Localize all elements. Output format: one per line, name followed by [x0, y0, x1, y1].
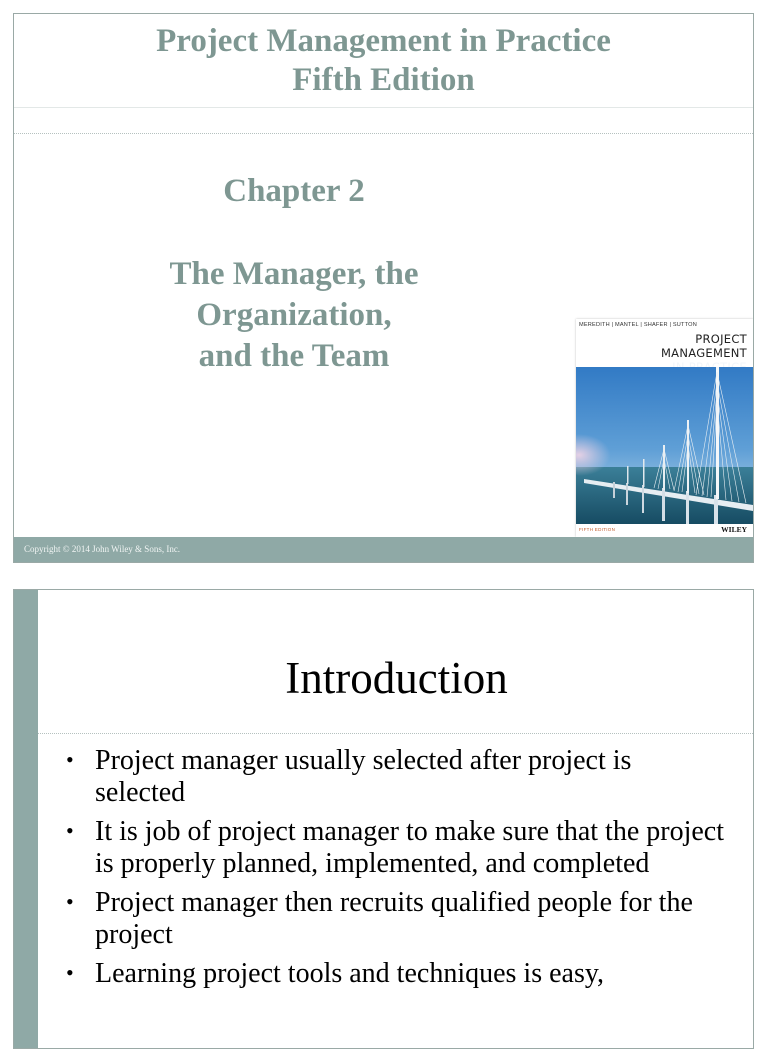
cover-authors: MEREDITH | MANTEL | SHAFER | SUTTON	[579, 322, 697, 328]
list-item-text: It is job of project manager to make sure that the project is properly planned, implemented, and completed	[95, 816, 725, 879]
footer-bar	[14, 537, 753, 563]
list-item	[66, 958, 726, 990]
bridge-photo	[576, 367, 753, 528]
slide-title: Introduction	[285, 653, 508, 703]
chapter-label: Chapter 2	[223, 173, 365, 209]
subtitle-line-2: Organization,	[196, 297, 392, 333]
bullet-icon: •	[66, 889, 74, 914]
slide-title	[14, 22, 753, 100]
sidebar-accent-bar	[14, 590, 38, 1048]
list-item-text: Project manager usually selected after project is selected	[95, 745, 632, 808]
chapter-subtitle	[114, 254, 474, 377]
subtitle-line-3: and the Team	[198, 338, 390, 374]
introduction-slide	[13, 589, 754, 1049]
cover-edition: FIFTH EDITION	[579, 527, 616, 532]
title-slide	[13, 13, 754, 563]
book-cover-image	[576, 319, 753, 537]
copyright-notice: Copyright © 2014 John Wiley & Sons, Inc.	[24, 544, 181, 554]
bullet-icon: •	[66, 747, 74, 772]
dotted-divider	[38, 733, 754, 734]
list-item	[66, 887, 726, 951]
title-divider	[14, 107, 753, 108]
subtitle-line-1: The Manager, the	[169, 256, 419, 292]
list-item	[66, 745, 726, 809]
title-line-2: Fifth Edition	[292, 62, 475, 98]
list-item-text: Learning project tools and techniques is easy,	[95, 958, 605, 989]
bullet-icon: •	[66, 818, 74, 843]
list-item	[66, 816, 726, 880]
cover-title-line-2: MANAGEMENT	[660, 346, 747, 360]
publisher-logo: WILEY	[721, 525, 747, 534]
cover-title-line-1: PROJECT	[695, 332, 747, 346]
title-line-1: Project Management in Practice	[156, 23, 611, 59]
list-item-text: Project manager then recruits qualified people for the project	[95, 887, 693, 950]
bullet-list	[66, 745, 726, 997]
bullet-icon: •	[66, 960, 74, 985]
cover-bottom-strip	[576, 524, 753, 537]
dotted-divider	[14, 133, 753, 134]
